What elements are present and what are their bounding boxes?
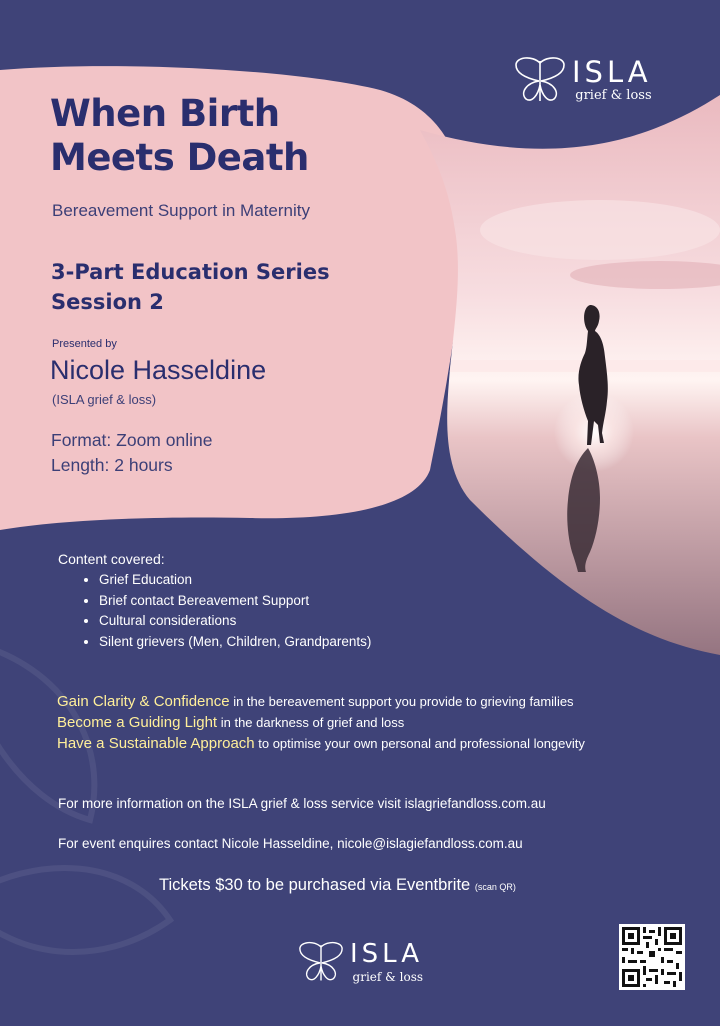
tickets-text: Tickets $30 to be purchased via Eventbrite — [159, 876, 471, 894]
session-details — [51, 428, 212, 478]
benefit-text: in the darkness of grief and loss — [217, 715, 405, 730]
page-title — [50, 92, 309, 180]
butterfly-icon — [296, 940, 346, 984]
butterfly-icon — [512, 55, 568, 105]
isla-logo-top — [512, 55, 652, 105]
list-item: • Brief contact Bereavement Support — [99, 591, 371, 612]
qr-code[interactable] — [619, 924, 685, 990]
more-info-text: For more information on the ISLA grief & loss service visit islagriefandloss.com.au — [58, 796, 546, 811]
series-heading — [51, 257, 330, 317]
scan-qr-note: (scan QR) — [474, 882, 516, 892]
benefits — [57, 691, 585, 754]
subtitle: Bereavement Support in Maternity — [52, 201, 310, 220]
content-covered — [58, 551, 371, 652]
logo-wordmark: ISLA — [572, 54, 652, 89]
benefit-text: in the bereavement support you provide to grieving families — [229, 694, 574, 709]
logo-wordmark: ISLA — [350, 939, 424, 969]
presenter-name: Nicole Hasseldine — [50, 355, 267, 385]
isla-logo-bottom — [296, 940, 423, 984]
benefit-line — [57, 733, 585, 754]
presenter-org: (ISLA grief & loss) — [52, 392, 157, 407]
title-line-1: When Birth — [50, 92, 280, 135]
benefit-text: to optimise your own personal and professional longevity — [254, 736, 585, 751]
content-heading: Content covered: — [58, 551, 165, 567]
benefit-line — [57, 712, 585, 733]
benefit-highlight: Become a Guiding Light — [57, 714, 218, 731]
benefit-line — [57, 691, 585, 712]
length-text: Length: 2 hours — [51, 455, 173, 475]
list-item: • Cultural considerations — [99, 611, 371, 632]
logo-tagline: grief & loss — [352, 970, 424, 984]
enquiries-text: For event enquires contact Nicole Hasseldine, nicole@islagiefandloss.com.au — [58, 836, 523, 851]
tickets-line — [159, 876, 516, 895]
list-item: • Grief Education — [99, 570, 371, 591]
silhouette-photo — [400, 87, 720, 670]
list-item: • Silent grievers (Men, Children, Grandparents) — [99, 632, 371, 653]
series-line-2: Session 2 — [51, 290, 164, 314]
content-list — [58, 570, 371, 652]
title-line-2: Meets Death — [50, 136, 309, 179]
format-text: Format: Zoom online — [51, 430, 213, 450]
logo-tagline: grief & loss — [575, 87, 652, 103]
series-line-1: 3-Part Education Series — [51, 260, 330, 284]
presented-by-label: Presented by — [52, 338, 117, 350]
benefit-highlight: Gain Clarity & Confidence — [57, 693, 230, 710]
benefit-highlight: Have a Sustainable Approach — [57, 735, 255, 752]
